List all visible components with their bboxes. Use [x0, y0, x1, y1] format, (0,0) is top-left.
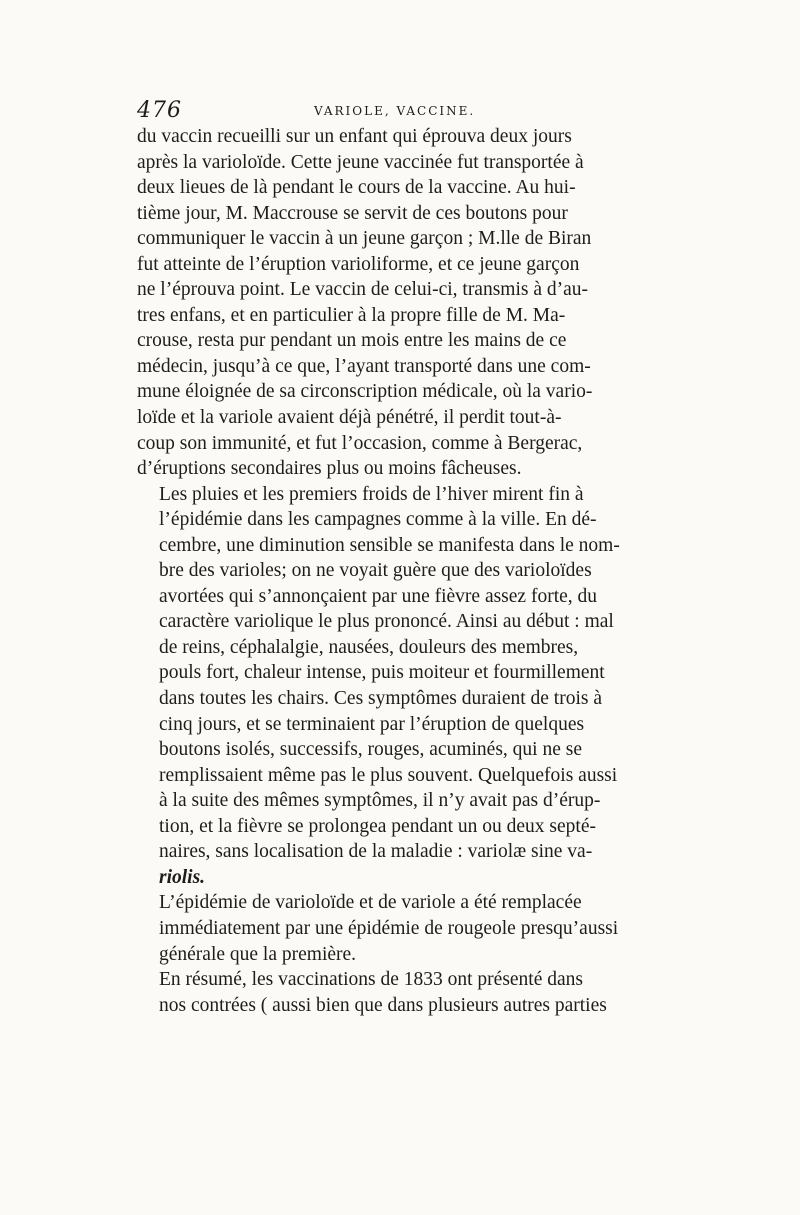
text-line: cinq jours, et se terminaient par l’éruption de quelques	[159, 713, 585, 735]
body-text	[137, 124, 665, 1018]
text-line: générale que la première.	[159, 943, 357, 965]
text-line: de reins, céphalalgie, nausées, douleurs des membres,	[159, 636, 579, 658]
text-line: avortées qui s’annonçaient par une fièvre assez forte, du	[159, 585, 598, 607]
text-line: bre des varioles; on ne voyait guère que des varioloïdes	[159, 560, 592, 582]
paragraph-2	[137, 482, 665, 891]
text-line: naires, sans localisation de la maladie : variolæ sine va-	[159, 841, 593, 863]
text-line: crouse, resta pur pendant un mois entre les mains de ce	[137, 330, 567, 352]
text-line: immédiatement par une épidémie de rougeole presqu’aussi	[159, 917, 619, 939]
page-header	[137, 98, 665, 124]
text-line: fut atteinte de l’éruption varioliforme, et ce jeune garçon	[137, 253, 580, 275]
text-line: tième jour, M. Maccrouse se servit de ces boutons pour	[137, 202, 568, 224]
text-line: boutons isolés, successifs, rouges, acuminés, qui ne se	[159, 739, 582, 761]
paragraph-3	[137, 890, 665, 967]
text-line: riolis.	[159, 866, 206, 888]
text-line: après la varioloïde. Cette jeune vaccinée fut transportée à	[137, 151, 584, 173]
text-line: remplissaient même pas le plus souvent. Quelquefois aussi	[159, 764, 618, 786]
page-number: 476	[137, 98, 182, 123]
text-line: L’épidémie de varioloïde et de variole a été remplacée	[159, 892, 582, 914]
text-line: communiquer le vaccin à un jeune garçon ; M.lle de Biran	[137, 228, 592, 250]
text-line: médecin, jusqu’à ce que, l’ayant transporté dans une com-	[137, 355, 591, 377]
text-line: à la suite des mêmes symptômes, il n’y avait pas d’érup-	[159, 790, 601, 812]
text-line: deux lieues de là pendant le cours de la vaccine. Au hui-	[137, 177, 576, 199]
paragraph-1	[137, 124, 665, 482]
text-line: du vaccin recueilli sur un enfant qui éprouva deux jours	[137, 126, 572, 147]
text-line: mune éloignée de sa circonscription médicale, où la vario-	[137, 381, 593, 403]
text-line: caractère variolique le plus prononcé. Ainsi au début : mal	[159, 611, 614, 633]
text-line: dans toutes les chairs. Ces symptômes duraient de trois à	[159, 688, 602, 710]
text-line: l’épidémie dans les campagnes comme à la ville. En dé-	[159, 509, 597, 531]
text-line: nos contrées ( aussi bien que dans plusieurs autres parties	[159, 994, 607, 1016]
text-line: tres enfans, et en particulier à la propre fille de M. Ma-	[137, 304, 566, 326]
text-line: En résumé, les vaccinations de 1833 ont présenté dans	[159, 969, 584, 991]
running-head: VARIOLE, VACCINE.	[314, 104, 476, 118]
paragraph-4	[137, 967, 665, 1018]
text-line: ne l’éprouva point. Le vaccin de celui-ci, transmis à d’au-	[137, 279, 589, 301]
text-line: cembre, une diminution sensible se manifesta dans le nom-	[159, 534, 620, 556]
text-line: pouls fort, chaleur intense, puis moiteur et fourmillement	[159, 662, 605, 684]
text-line: coup son immunité, et fut l’occasion, comme à Bergerac,	[137, 432, 583, 454]
text-line: d’éruptions secondaires plus ou moins fâcheuses.	[137, 458, 522, 480]
text-line: tion, et la fièvre se prolongea pendant un ou deux septé-	[159, 815, 596, 837]
text-line: loïde et la variole avaient déjà pénétré, il perdit tout-à-	[137, 407, 562, 429]
text-line: Les pluies et les premiers froids de l’hiver mirent fin à	[159, 483, 584, 505]
